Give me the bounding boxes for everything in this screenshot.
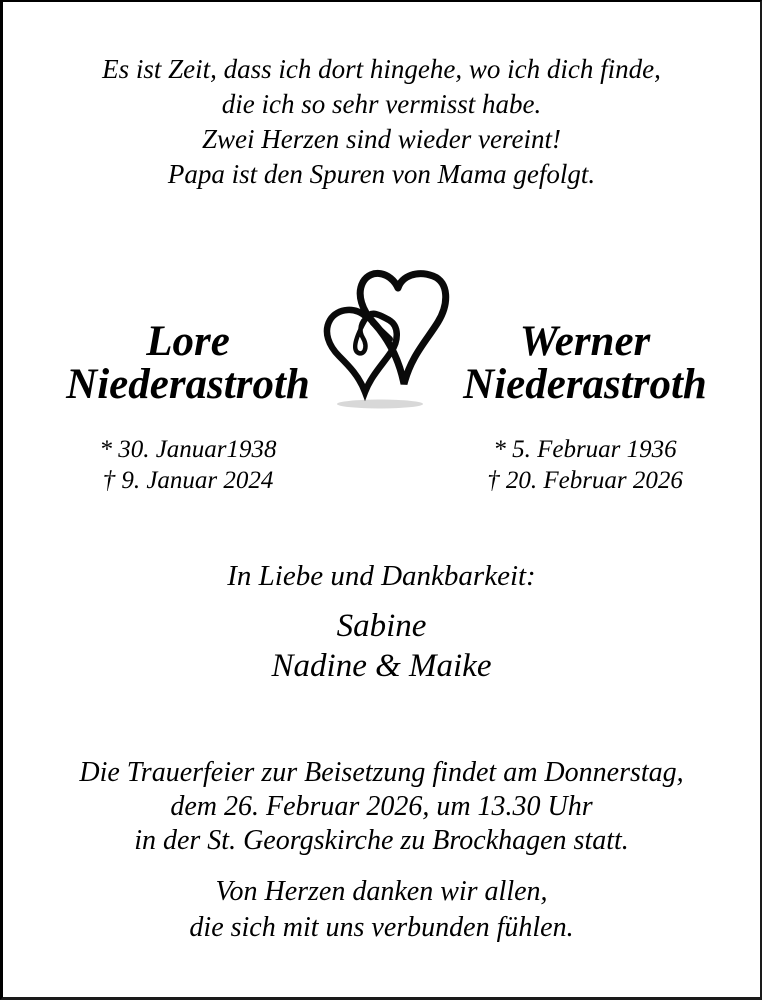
mourners-list [3, 606, 760, 686]
poem-line: Papa ist den Spuren von Mama gefolgt. [167, 159, 596, 189]
deceased-first-name: Werner [519, 318, 651, 365]
death-date: † 9. Januar 2024 [102, 467, 274, 494]
deceased-lore [13, 320, 363, 496]
deceased-dates [13, 434, 363, 496]
funeral-line: dem 26. Februar 2026, um 13.30 Uhr [170, 791, 593, 822]
deceased-dates [415, 434, 755, 496]
birth-date: * 5. Februar 1936 [493, 436, 677, 463]
birth-date: * 30. Januar1938 [99, 436, 277, 463]
mourner-line: Nadine & Maike [271, 648, 492, 684]
poem-line: Zwei Herzen sind wieder vereint! [202, 124, 561, 154]
deceased-first-name: Lore [146, 318, 230, 365]
funeral-info [3, 756, 760, 858]
memorial-section [3, 268, 760, 518]
thanks-line: die sich mit uns verbunden fühlen. [189, 912, 574, 943]
poem-line: Es ist Zeit, dass ich dort hingehe, wo ich dich finde, [102, 54, 661, 84]
funeral-line: Die Trauerfeier zur Beisetzung findet am Donnerstag, [79, 757, 684, 788]
thanks-line: Von Herzen danken wir allen, [215, 876, 548, 907]
deceased-werner [415, 320, 755, 496]
deceased-last-name: Niederastroth [66, 361, 310, 408]
mourner-line: Sabine [336, 608, 427, 644]
dedication-line: In Liebe und Dankbarkeit: [227, 560, 536, 592]
poem-line: die ich so sehr vermisst habe. [221, 89, 542, 119]
memorial-poem [3, 52, 760, 192]
funeral-line: in der St. Georgskirche zu Brockhagen statt. [134, 825, 629, 856]
thanks-message [3, 874, 760, 946]
death-date: † 20. Februar 2026 [487, 467, 683, 494]
deceased-last-name: Niederastroth [463, 361, 707, 408]
